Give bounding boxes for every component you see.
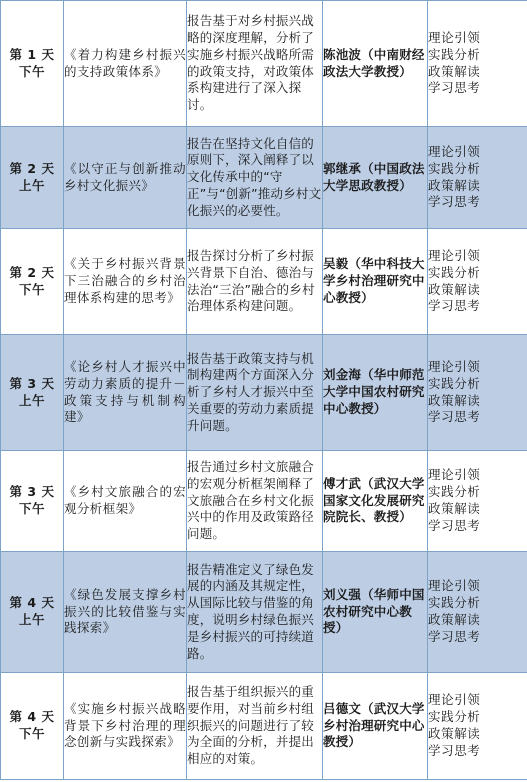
day-label: 第 3 天 — [9, 375, 55, 391]
day-session-cell — [1, 229, 64, 335]
tag-item: 实践分析 — [428, 484, 481, 500]
tag-item: 学习思考 — [428, 409, 481, 425]
day-session-cell — [1, 552, 64, 673]
tags-cell — [428, 335, 527, 451]
day-session-cell — [1, 451, 64, 552]
tag-item: 政策解读 — [428, 177, 481, 193]
table-row — [1, 552, 527, 673]
tag-item: 理论引领 — [428, 143, 481, 159]
tag-item: 学习思考 — [428, 628, 481, 644]
summary-cell: 报告基于对乡村振兴战略的深度理解，分析了实施乡村振兴战略所需的政策支持，对政策体系构建进行了深入探讨。 — [187, 1, 323, 127]
tag-item: 政策解读 — [428, 281, 481, 297]
tag-item: 政策解读 — [428, 612, 481, 627]
table-row — [1, 335, 527, 451]
topic-cell: 《以守正与创新推动乡村文化振兴》 — [64, 127, 187, 229]
session-label: 下午 — [18, 281, 45, 297]
tag-item: 理论引领 — [428, 467, 481, 483]
table-row — [1, 229, 527, 335]
day-label: 第 2 天 — [9, 160, 55, 176]
tags-cell — [428, 552, 527, 673]
session-label: 下午 — [18, 726, 45, 741]
session-label: 上午 — [18, 612, 45, 627]
summary-cell: 报告精准定义了绿色发展的内涵及其规定性，从国际比较与借鉴的角度，说明乡村绿色振兴是乡村振兴的可持续道路。 — [187, 552, 323, 673]
topic-cell: 《着力构建乡村振兴的支持政策体系》 — [64, 1, 187, 127]
tag-item: 实践分析 — [428, 160, 481, 176]
tag-item: 政策解读 — [428, 63, 481, 79]
day-session-cell — [1, 1, 64, 127]
tag-item: 政策解读 — [428, 501, 481, 516]
day-session-cell — [1, 335, 64, 451]
tag-item: 理论引领 — [428, 29, 481, 45]
tags-cell — [428, 229, 527, 335]
speaker-cell: 郭继承（中国政法大学思政教授） — [323, 127, 428, 229]
session-label: 下午 — [18, 63, 45, 79]
speaker-cell: 吕德文（武汉大学乡村治理研究中心教授） — [323, 673, 428, 780]
tag-item: 学习思考 — [428, 517, 481, 533]
day-session-cell — [1, 127, 64, 229]
summary-cell: 报告基于政策支持与机制构建两个方面深入分析了乡村人才振兴中至关重要的劳动力素质提升问题。 — [187, 335, 323, 451]
tag-item: 学习思考 — [428, 742, 481, 758]
tags-cell — [428, 127, 527, 229]
tag-item: 政策解读 — [428, 726, 481, 741]
summary-cell: 报告基于组织振兴的重要作用，对当前乡村组织振兴的问题进行了较为全面的分析，并提出相应的对策。 — [187, 673, 323, 780]
tags-cell — [428, 1, 527, 127]
speaker-cell: 傅才武（武汉大学国家文化发展研究院院长、教授） — [323, 451, 428, 552]
tags-cell — [428, 673, 527, 780]
topic-cell: 《乡村文旅融合的宏观分析框架》 — [64, 451, 187, 552]
speaker-cell: 陈池波（中南财经政法大学教授） — [323, 1, 428, 127]
tag-item: 实践分析 — [428, 595, 481, 611]
table-row — [1, 451, 527, 552]
day-label: 第 4 天 — [9, 595, 55, 611]
tag-item: 学习思考 — [428, 194, 481, 210]
tag-item: 学习思考 — [428, 298, 481, 314]
speaker-cell: 吴毅（华中科技大学乡村治理研究中心教授） — [323, 229, 428, 335]
session-label: 下午 — [18, 501, 45, 516]
tag-item: 理论引领 — [428, 358, 481, 374]
tag-item: 实践分析 — [428, 46, 481, 62]
tag-item: 政策解读 — [428, 392, 481, 408]
tag-item: 实践分析 — [428, 709, 481, 725]
speaker-cell: 刘金海（华中师范大学中国农村研究中心教授） — [323, 335, 428, 451]
table-row — [1, 127, 527, 229]
table-row — [1, 673, 527, 780]
day-label: 第 4 天 — [9, 709, 55, 725]
summary-cell: 报告通过乡村文旅融合的宏观分析框架阐释了文旅融合在乡村文化振兴中的作用及政策路径问题。 — [187, 451, 323, 552]
tags-cell — [428, 451, 527, 552]
topic-cell: 《绿色发展支撑乡村振兴的比较借鉴与实践探索》 — [64, 552, 187, 673]
tag-item: 实践分析 — [428, 264, 481, 280]
session-label: 上午 — [18, 392, 45, 408]
day-label: 第 3 天 — [9, 484, 55, 500]
tag-item: 理论引领 — [428, 692, 481, 708]
summary-cell: 报告探讨分析了乡村振兴背景下自治、德治与法治“三治”融合的乡村治理体系构建问题。 — [187, 229, 323, 335]
day-session-cell — [1, 673, 64, 780]
topic-cell: 《实施乡村振兴战略背景下乡村治理的理念创新与实践探索》 — [64, 673, 187, 780]
day-label: 第 2 天 — [9, 264, 55, 280]
topic-cell: 《论乡村人才振兴中劳动力素质的提升－政策支持与机制构建》 — [64, 335, 187, 451]
tag-item: 理论引领 — [428, 247, 481, 263]
session-label: 上午 — [18, 177, 45, 193]
tag-item: 实践分析 — [428, 375, 481, 391]
day-label: 第 1 天 — [9, 46, 55, 62]
speaker-cell: 刘义强（华师中国农村研究中心教授） — [323, 552, 428, 673]
tag-item: 学习思考 — [428, 80, 481, 96]
table-row — [1, 1, 527, 127]
tag-item: 理论引领 — [428, 578, 481, 594]
summary-cell: 报告在坚持文化自信的原则下，深入阐释了以文化传承中的“守正”与“创新”推动乡村文化振兴的必要性。 — [187, 127, 323, 229]
topic-cell: 《关于乡村振兴背景下三治融合的乡村治理体系构建的思考》 — [64, 229, 187, 335]
